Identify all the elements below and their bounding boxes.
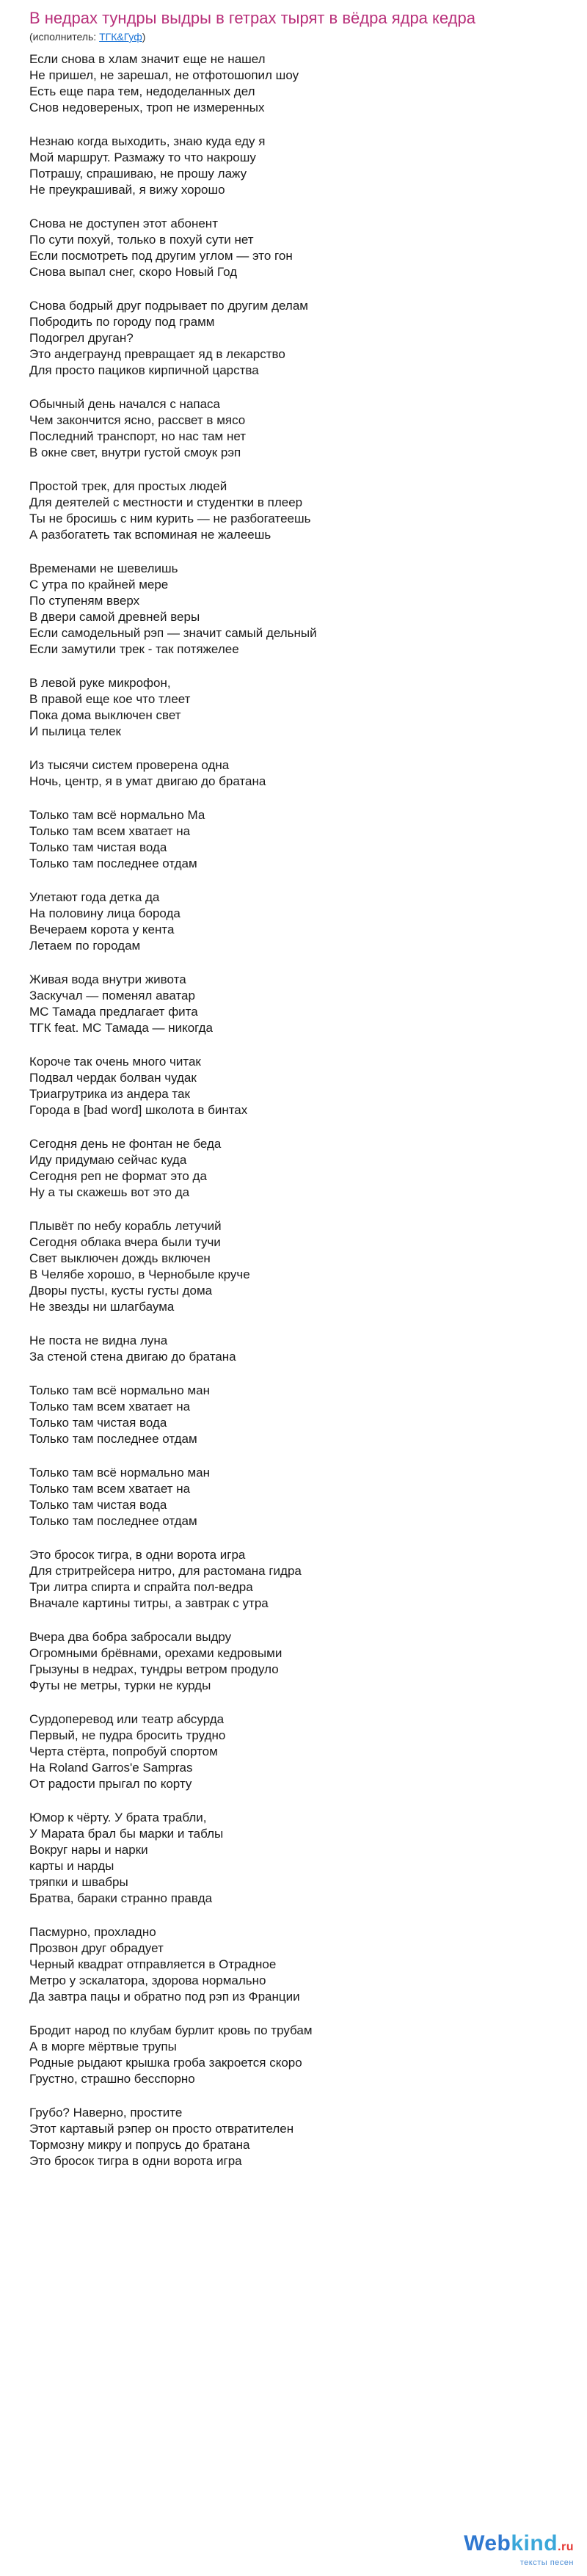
lyrics-body [29,51,587,2169]
stanza [29,51,587,116]
site-logo[interactable] [464,2533,574,2567]
stanza [29,1465,587,1529]
stanza [29,807,587,872]
lyric-line: А в морге мёртвые трупы [29,2040,177,2053]
lyric-line: Короче так очень много читак [29,1055,201,1069]
lyric-line: Из тысячи систем проверена одна [29,758,230,772]
lyric-line: Грызуны в недрах, тундры ветром продуло [29,1662,279,1676]
lyric-line: Три литра спирта и спрайта пол-ведра [29,1580,253,1594]
lyric-line: Тормозну микру и попрусь до братана [29,2138,250,2152]
lyric-line: Пока дома выключен свет [29,708,181,722]
lyric-line: тряпки и швабры [29,1875,128,1889]
performer-suffix: ) [142,31,146,43]
stanza [29,1136,587,1201]
song-title: В недрах тундры выдры в гетрах тырят в вёдра ядра кедра [29,9,475,27]
lyric-line: От радости прыгал по корту [29,1777,192,1791]
stanza [29,1711,587,1792]
lyric-line: Только там всё нормально Ма [29,808,205,822]
stanza [29,561,587,658]
lyric-line: Не пришел, не зарешал, не отфотошопил шоу [29,68,299,82]
stanza [29,396,587,461]
lyric-line: Только там всем хватает на [29,1400,191,1413]
lyric-line: Для просто пациков кирпичной царства [29,363,259,377]
lyric-line: Футы не метры, турки не курды [29,1678,211,1692]
lyric-line: Только там чистая вода [29,1498,167,1512]
lyric-line: На половину лица борода [29,906,181,920]
lyric-line: Триагрутрика из андера так [29,1087,190,1101]
performer-line [29,29,587,44]
lyric-line: Есть еще пара тем, недоделанных дел [29,84,255,98]
lyric-line: Бродит народ по клубам бурлит кровь по трубам [29,2023,313,2037]
logo-wordmark [464,2533,574,2558]
lyric-line: Ну а ты скажешь вот это да [29,1185,190,1199]
lyric-line: В левой руке микрофон, [29,676,171,690]
lyric-line: Огромными брёвнами, орехами кедровыми [29,1646,282,1660]
lyric-line: Вчера два бобра забросали выдру [29,1630,232,1644]
lyric-line: Заскучал — поменял аватар [29,989,195,1003]
lyric-line: Метро у эскалатора, здорова нормально [29,1973,266,1987]
lyric-line: Только там всем хватает на [29,824,191,838]
lyric-line: Последний транспорт, но нас там нет [29,429,247,443]
performer-prefix: (исполнитель: [29,31,100,43]
lyric-line: Только там всё нормально ман [29,1466,211,1480]
lyric-line: В Челябе хорошо, в Чернобыле круче [29,1267,250,1281]
stanza [29,1054,587,1118]
lyric-line: Сегодня реп не формат это да [29,1169,207,1183]
lyric-line: Мой маршрут. Размажу то что накрошу [29,150,256,164]
stanza [29,889,587,954]
lyric-line: Этот картавый рэпер он просто отвратителен [29,2122,294,2136]
stanza [29,1218,587,1315]
stanza [29,134,587,198]
lyric-line: Дворы пусты, кусты густы дома [29,1284,213,1298]
stanza [29,1924,587,2005]
lyric-line: Не звезды ни шлагбаума [29,1300,175,1314]
lyric-line: Это бросок тигра в одни ворота игра [29,2154,242,2168]
stanza [29,216,587,280]
lyric-line: Вначале картины титры, а завтрак с утра [29,1596,269,1610]
lyric-line: За стеной стена двигаю до братана [29,1350,236,1364]
stanza [29,1333,587,1365]
lyric-line: И пылица телек [29,724,121,738]
lyric-line: Для деятелей с местности и студентки в плеер [29,495,303,509]
lyric-line: Грубо? Наверно, простите [29,2106,183,2120]
lyric-line: Только там чистая вода [29,840,167,854]
lyric-line: Если замутили трек - так потяжелее [29,642,239,656]
lyric-line: Побродить по городу под грамм [29,315,215,329]
lyric-line: Летаем по городам [29,939,141,953]
stanza [29,757,587,790]
lyric-line: Сегодня облака вчера были тучи [29,1235,221,1249]
lyric-line: Снова бодрый друг подрывает по другим делам [29,299,308,313]
lyric-line: МС Тамада предлагает фита [29,1005,198,1019]
stanza [29,1547,587,1612]
lyric-line: Только там всем хватает на [29,1482,191,1496]
stanza [29,1810,587,1907]
lyric-line: Ты не бросишь с ним курить — не разбогатеешь [29,512,311,525]
stanza [29,298,587,379]
lyric-line: Братва, бараки странно правда [29,1891,213,1905]
lyric-line: Иду придумаю сейчас куда [29,1153,187,1167]
lyric-line: Вокруг нары и нарки [29,1843,148,1857]
lyric-line: Только там последнее отдам [29,856,197,870]
lyric-line: Грустно, страшно бесспорно [29,2072,195,2086]
lyric-line: Вечераем корота у кента [29,923,175,936]
lyric-line: Незнаю когда выходить, знаю куда еду я [29,134,266,148]
lyric-line: Свет выключен дождь включен [29,1251,211,1265]
lyric-line: Чем закончится ясно, рассвет в мясо [29,413,246,427]
lyric-line: Если самодельный рэп — значит самый дельный [29,626,317,640]
lyric-line: Временами не шевелишь [29,561,178,575]
lyric-line: Только там всё нормально ман [29,1383,211,1397]
lyric-line: Только там последнее отдам [29,1514,197,1528]
lyric-line: Это андеграунд превращает яд в лекарство [29,347,285,361]
lyric-line: Только там последнее отдам [29,1432,197,1446]
lyric-line: Не поста не видна луна [29,1334,168,1347]
lyric-line: Простой трек, для простых людей [29,479,227,493]
stanza [29,2023,587,2087]
lyric-line: Для стритрейсера нитро, для растомана гидра [29,1564,302,1578]
lyric-line: Это бросок тигра, в одни ворота игра [29,1548,246,1562]
lyric-line: В правой еще кое что тлеет [29,692,191,706]
lyric-line: карты и нарды [29,1859,114,1873]
lyric-line: Обычный день начался с напаса [29,397,221,411]
lyric-line: Сурдоперевод или театр абсурда [29,1712,225,1726]
stanza [29,479,587,543]
lyric-line: Подогрел друган? [29,331,134,345]
lyric-line: Да завтра пацы и обратно под рэп из Франции [29,1990,300,2004]
stanza [29,1629,587,1694]
logo-ru: .ru [558,2541,574,2553]
lyric-line: В двери самой древней веры [29,610,200,624]
lyric-line: Снова выпал снег, скоро Новый Год [29,265,238,279]
lyric-line: По ступеням вверх [29,594,140,608]
lyric-line: Снова не доступен этот абонент [29,217,218,230]
lyric-line: Сегодня день не фонтан не беда [29,1137,222,1151]
lyric-line: Только там чистая вода [29,1416,167,1430]
stanza [29,972,587,1036]
lyric-line: Улетают года детка да [29,890,160,904]
lyric-line: С утра по крайней мере [29,578,169,592]
lyric-line: Первый, не пудра бросить трудно [29,1728,226,1742]
lyric-line: Если снова в хлам значит еще не нашел [29,52,266,66]
lyric-line: Прозвон друг обрадует [29,1941,164,1955]
stanza [29,1383,587,1447]
lyric-line: Потрашу, спрашиваю, не прошу лажу [29,167,247,181]
lyric-line: Черный квадрат отправляется в Отрадное [29,1957,277,1971]
lyric-line: Ночь, центр, я в умат двигаю до братана [29,774,266,788]
lyric-line: А разбогатеть так вспоминая не жалеешь [29,528,271,542]
lyric-line: Снов недовереных, троп не измеренных [29,101,265,114]
lyric-line: ТГК feat. МС Тамада — никогда [29,1021,213,1035]
lyric-line: Живая вода внутри живота [29,972,186,986]
lyric-line: Плывёт по небу корабль летучий [29,1219,222,1233]
lyric-line: Города в [bad word] школота в бинтах [29,1103,248,1117]
lyric-line: Не преукрашивай, я вижу хорошо [29,183,225,197]
lyric-line: Подвал чердак болван чудак [29,1071,197,1085]
lyric-line: У Марата брал бы марки и таблы [29,1827,224,1841]
logo-web: Web [464,2531,511,2555]
stanza [29,675,587,740]
lyric-line: Если посмотреть под другим углом — это гон [29,249,293,263]
logo-kind: kind [511,2531,558,2555]
lyric-line: В окне свет, внутри густой смоук рэп [29,445,241,459]
lyric-line: Пасмурно, прохладно [29,1925,156,1939]
lyric-line: Юмор к чёрту. У брата трабли, [29,1811,207,1824]
logo-subtitle: тексты песен [519,2558,574,2567]
lyric-line: Родные рыдают крышка гроба закроется скоро [29,2056,302,2070]
lyric-line: По сути похуй, только в похуй сути нет [29,233,254,247]
stanza [29,2105,587,2169]
lyric-line: Черта стёрта, попробуй спортом [29,1744,218,1758]
lyric-line: На Roland Garros'e Sampras [29,1761,193,1775]
artist-link[interactable]: ТГК&Гуф [99,31,142,43]
